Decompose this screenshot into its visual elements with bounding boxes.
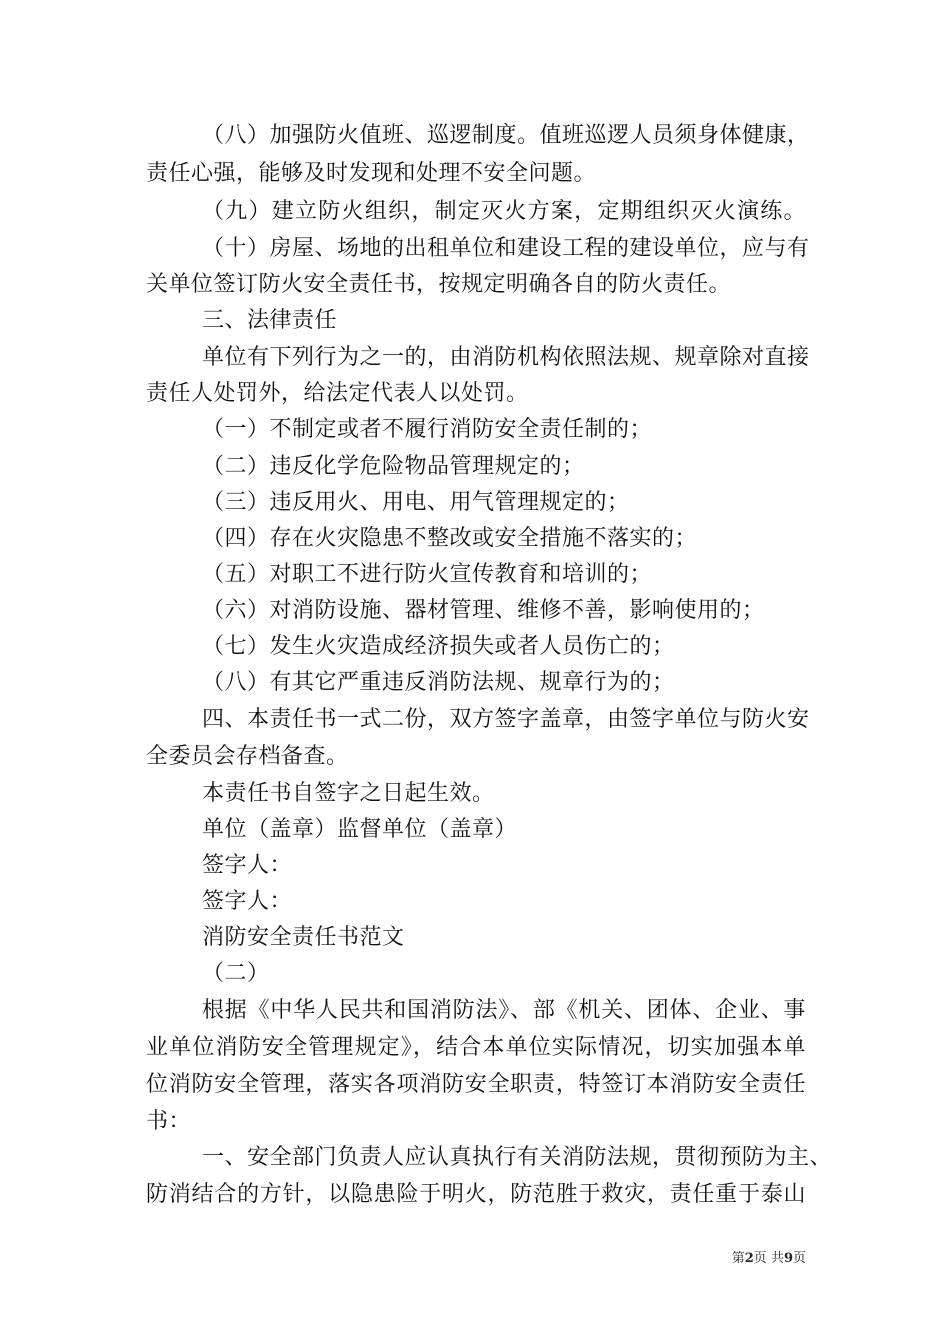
text-line: 根据《中华人民共和国消防法》、部《机关、团体、企业、事: [202, 998, 806, 1023]
list-item: （五）对职工不进行防火宣传教育和培训的；: [202, 562, 653, 587]
text-line: （八）加强防火值班、巡逻制度。值班巡逻人员须身体健康，: [202, 123, 810, 148]
list-item: （六）对消防设施、器材管理、维修不善，影响使用的；: [202, 598, 765, 623]
text-line: （九）建立防火组织，制定灭火方案，定期组织灭火演练。: [202, 199, 806, 224]
list-item: （八）有其它严重违反消防法规、规章行为的；: [202, 670, 675, 695]
footer-suffix: 页: [792, 1251, 806, 1266]
text-line: 书：: [146, 1109, 192, 1134]
text-line: 位消防安全管理，落实各项消防安全职责，特签订本消防安全责任: [146, 1072, 806, 1097]
text-line: 关单位签订防火安全责任书，按规定明确各自的防火责任。: [146, 272, 732, 297]
text-line: 业单位消防安全管理规定》，结合本单位实际情况，切实加强本单: [146, 1035, 806, 1060]
signatory-line: 签字人：: [202, 889, 293, 914]
footer-total-pages: 9: [783, 1251, 793, 1266]
text-line: 责任心强，能够及时发现和处理不安全问题。: [146, 161, 597, 186]
text-line: 一、安全部门负责人应认真执行有关消防法规，贯彻预防为主、: [202, 1145, 833, 1170]
page-footer: [700, 1250, 806, 1268]
signature-unit-line: 单位（盖章）监督单位（盖章）: [202, 817, 518, 842]
text-line: 单位有下列行为之一的，由消防机构依照法规、规章除对直接: [202, 345, 810, 370]
footer-middle: 页 共: [753, 1251, 784, 1266]
text-line: 四、本责任书一式二份，双方签字盖章，由签字单位与防火安: [202, 707, 810, 732]
footer-page-number: 2: [744, 1251, 754, 1266]
text-line: 防消结合的方针，以隐患险于明火，防范胜于救灾，责任重于泰山: [146, 1182, 806, 1207]
list-item: （一）不制定或者不履行消防安全责任制的；: [202, 417, 653, 442]
list-item: （七）发生火灾造成经济损失或者人员伤亡的；: [202, 634, 675, 659]
text-line: （十）房屋、场地的出租单位和建设工程的建设单位，应与有: [202, 236, 810, 261]
footer-prefix: 第: [731, 1251, 745, 1266]
list-item: （四）存在火灾隐患不整改或安全措施不落实的；: [202, 526, 698, 551]
list-item: （二）违反化学危险物品管理规定的；: [202, 454, 585, 479]
text-line: 全委员会存档备查。: [146, 744, 349, 769]
section-heading: 三、法律责任: [202, 308, 338, 333]
signatory-line: 签字人：: [202, 853, 293, 878]
document-subtitle-number: （二）: [202, 961, 270, 986]
document-subtitle: 消防安全责任书范文: [202, 925, 405, 950]
text-line: 责任人处罚外，给法定代表人以处罚。: [146, 381, 529, 406]
list-item: （三）违反用火、用电、用气管理规定的；: [202, 490, 630, 515]
text-line: 本责任书自签字之日起生效。: [202, 781, 495, 806]
